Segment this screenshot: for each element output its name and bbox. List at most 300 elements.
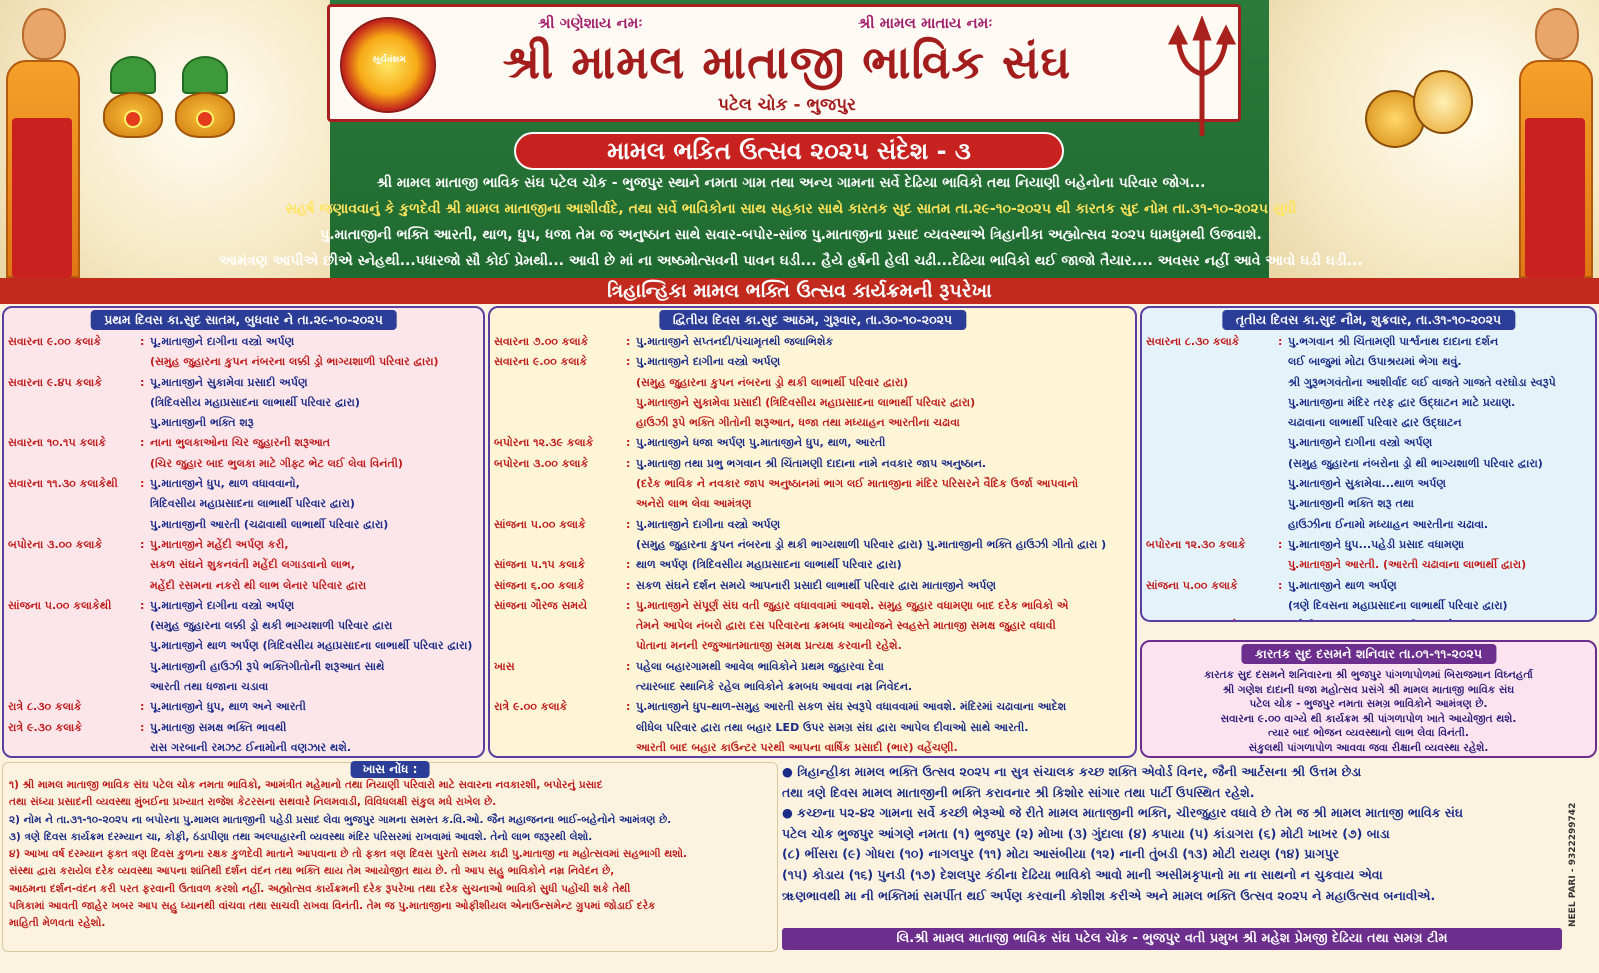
- schedule-time: [8, 454, 140, 474]
- schedule-detail: [1288, 616, 1505, 622]
- schedule-detail: સકળ સંઘને દર્શન સમયે આપનારી પ્રસાદી લાભાર્થી પરિવાર દ્વારા માતાજીને અર્પણ: [636, 578, 996, 592]
- note-line: [9, 863, 773, 880]
- day4-title: કારતક સુદ દસમને શનિવાર તા.૦૧-૧૧-૨૦૨૫: [1241, 644, 1496, 664]
- announcement-line: [782, 824, 1582, 845]
- announcement-line: [782, 865, 1582, 886]
- schedule-colon: :: [140, 477, 145, 491]
- intro-line: પુ.માતાજીની ભક્તિ આરતી, થાળ, ધુપ, ધજા તેમ જ અનુષ્ઠાન સાથે સવાર-બપોર-સાંજ પુ.માતાજીના પ્રસાદ વ્યવસ્થાએ ત્રિહાનીકા અહ્મોત્સવ ૨૦૨૫ ધામધુમથી ઉજવાશે.: [320, 227, 1262, 243]
- schedule-time: [8, 576, 140, 596]
- schedule-time: [494, 535, 626, 555]
- schedule-row: [8, 433, 479, 453]
- schedule-time: સાંજના ૫.૧૫ કલાકે: [494, 558, 586, 572]
- schedule-time: [8, 515, 140, 535]
- schedule-detail: પુ.ભગવાન શ્રી ચિંતામણી પાર્શ્વનાથ દાદાના દર્શન: [1288, 335, 1499, 348]
- announcement-line: [782, 762, 1582, 783]
- day3-schedule: [1146, 332, 1591, 622]
- schedule-detail: (સમુહ જુહારના નંબરોના ડ્રો થી ભાગ્યશાળી પરિવાર દ્વારા): [1288, 456, 1543, 470]
- schedule-colon: [1278, 555, 1288, 575]
- schedule-row: [494, 474, 1131, 494]
- schedule-detail: હાઉઝીના ઈનામો મધ્યાહન આરતીના ચઢાવા.: [1288, 517, 1489, 531]
- schedule-row: [1146, 454, 1591, 474]
- schedule-time: બપોરના ૧૨.૩૦ કલાકે: [1146, 537, 1246, 551]
- schedule-time: સાંજના ૬.૦૦ કલાકે: [494, 578, 585, 592]
- schedule-time: [1146, 555, 1278, 575]
- schedule-row: [8, 352, 479, 372]
- schedule-colon: :: [140, 375, 145, 389]
- day4-line: પટેલ ચોક - ભુજપુર નમતા સમગ્ર ભાવિકોને આમંત્રણ છે.: [1249, 698, 1488, 711]
- schedule-colon: [140, 576, 150, 596]
- note-line: [9, 846, 773, 863]
- schedule-row: [494, 636, 1131, 656]
- schedule-detail: પુ.માતાજીની આરતી (ચઢાવાથી લાભાર્થી પરિવાર દ્વારા): [150, 517, 389, 531]
- announcement-text: પટેલ ચોક ભુજપુર આંગણે નમતા (૧) ભુજપુર (૨) મોખા (૩) ગુંદાલા (૪) કપાયા (૫) કાંડાગરા (૬) મોટી ખાખર (૭) બાડા: [782, 825, 1390, 841]
- logo-text: સૂર્યવંશમ: [372, 55, 406, 65]
- schedule-row: [8, 474, 479, 494]
- schedule-time: [494, 393, 626, 413]
- schedule-detail: પુ.માતાજીને ધુપ...પહેડી પ્રસાદ વધામણા: [1288, 537, 1465, 551]
- schedule-row: [8, 494, 479, 514]
- schedule-colon: [140, 738, 150, 758]
- schedule-row: [1146, 555, 1591, 575]
- schedule-colon: :: [626, 578, 631, 592]
- schedule-time: સાંજના ૫.૦૦ કલાકેથી: [8, 598, 112, 612]
- schedule-detail: પુ.માતાજી સમક્ષ ભક્તિ ભાવથી: [150, 720, 287, 734]
- announcement-line: [782, 783, 1582, 804]
- schedule-detail: પૂ.માતાજીને દાગીના વસ્ત્રો અર્પણ: [150, 335, 295, 348]
- note-line: [9, 898, 773, 915]
- schedule-time: [1146, 454, 1278, 474]
- schedule-time: [494, 494, 626, 514]
- schedule-time: રાત્રે ૯.૦૦ કલાકે: [494, 700, 568, 714]
- schedule-row: [1146, 433, 1591, 453]
- schedule-time: [494, 616, 626, 636]
- schedule-detail: નાના ભુલકાઓના ચિર જુહારની શરૂઆત: [150, 436, 331, 450]
- schedule-colon: :: [140, 537, 145, 551]
- schedule-detail: પુ.માતાજીને ધુપ, થાળ વધાવવાનો,: [150, 477, 300, 491]
- schedule-colon: [140, 616, 150, 636]
- schedule-detail: પુ.માતાજીને થાળ અર્પણ: [1288, 578, 1397, 592]
- special-notes: [2, 762, 778, 952]
- schedule-row: [494, 718, 1131, 738]
- drum-icon: [1365, 60, 1475, 160]
- intro-text: [90, 170, 1492, 274]
- schedule-colon: :: [626, 659, 631, 673]
- schedule-colon: [1278, 616, 1288, 622]
- intro-line: સહર્ષ જણાવવાનું કે કુળદેવી શ્રી મામલ માતાજીના આશીર્વાદે, તથા સર્વે ભાવિકોના સાથ સહકાર સાથે કારતક સુદ સાતમ તા.૨૯-૧૦-૨૦૨૫ થી કારતક સુદ નોમ તા.૩૧-૧૦-૨૦૨૫ સુધી: [285, 201, 1297, 217]
- schedule-time: [8, 738, 140, 758]
- schedule-row: [8, 596, 479, 616]
- schedule-colon: :: [140, 598, 145, 612]
- schedule-row: [8, 515, 479, 535]
- note-text: ૩) ત્રણે દિવસ કાર્યક્રમ દરમ્યાન ચા, કોફી, ઠંડાપીણા તથા અલ્પાહારની વ્યવસ્થા મંદિર પરિસરમાં રાખવામાં આવશે. તેનો લાભ જરૂરથી લેશો.: [9, 830, 593, 843]
- schedule-detail: હાઉઝી રૂપે ભક્તિ ગીતોની શરૂઆત, ધજા તથા મધ્યાહન આરતીના ચઢાવા: [636, 416, 960, 430]
- schedule-time: [1146, 352, 1278, 372]
- schedule-detail: પુ.માતાજીને સપ્તનદી/પંચામૃતથી જલાભિશેક: [636, 335, 834, 348]
- schedule-detail: પુ.માતાજીને દાગીના વસ્ત્રો અર્પણ: [636, 355, 781, 369]
- schedule-row: [8, 657, 479, 677]
- schedule-row: [8, 576, 479, 596]
- schedule-colon: [1278, 413, 1288, 433]
- schedule-detail: ચઢાવાના લાભાર્થી પરિવાર દ્વાર ઉદ્ઘાટન: [1288, 416, 1462, 430]
- schedule-row: [494, 352, 1131, 372]
- schedule-time: [494, 636, 626, 656]
- schedule-colon: [140, 393, 150, 413]
- schedule-detail: આરતી તથા ધજાના ચડાવા: [150, 680, 269, 694]
- schedule-detail: પૂ.માતાજીને ધુપ, થાળ અને આરતી: [150, 700, 306, 714]
- schedule-time: સાંજના ગૌરજ સમયે: [494, 598, 588, 612]
- schedule-detail: (સમુહ જુહારના કુપન નંબરના ડ્રો થકી લાભાર્થી પરિવાર દ્વારા): [636, 375, 909, 389]
- schedule-colon: :: [626, 436, 631, 450]
- designer-credit: NEEL PARI - 9322299742: [1568, 802, 1578, 928]
- schedule-detail: પુ.માતાજીને સુકામેવા પ્રસાદી (ત્રિદિવસીય મહાપ્રસાદના લાભાર્થી પરિવાર દ્વારા): [636, 395, 976, 409]
- schedule-row: [494, 677, 1131, 697]
- schedule-time: [1146, 474, 1278, 494]
- schedule-colon: [1278, 352, 1288, 372]
- schedule-colon: [626, 535, 636, 555]
- day3-panel: [1140, 306, 1597, 622]
- schedule-row: [8, 697, 479, 717]
- schedule-row: [8, 555, 479, 575]
- schedule-time: સવારના ૭.૦૦ કલાકે: [494, 335, 589, 348]
- schedule-time: [8, 657, 140, 677]
- schedule-row: [494, 738, 1131, 758]
- sandesh-banner: મામલ ભકિત ઉત્સવ ૨૦૨૫ સંદેશ - ૩: [514, 132, 1064, 170]
- schedule-colon: [1278, 596, 1288, 616]
- schedule-detail: પુ.માતાજીને દાગીના વસ્ત્રો અર્પણ: [150, 598, 295, 612]
- schedule-colon: [140, 657, 150, 677]
- schedule-detail: પુ.માતાજી તથા પ્રભુ ભગવાન શ્રી ચિંતામણી દાદાના નામે નવકાર જાપ અનુષ્ઠાન.: [636, 456, 987, 470]
- schedule-time: બપોરના ૩.૦૦ કલાકે: [494, 456, 589, 470]
- schedule-colon: :: [626, 598, 631, 612]
- schedule-row: [494, 616, 1131, 636]
- day3-title: તૃતીય દિવસ કા.સુદ નૌમ, શુક્રવાર, તા.૩૧-૧૦-૨૦૨૫: [1222, 310, 1515, 330]
- schedule-time: [1146, 413, 1278, 433]
- note-line: [9, 777, 773, 794]
- page-subtitle: પટેલ ચોક - ભુજપુર: [718, 95, 856, 115]
- day4-text: [1146, 668, 1591, 756]
- note-text: ૨) નોમ ને તા.૩૧-૧૦-૨૦૨૫ ના બપોરના પુ.મામલ માતાજીની પહેડી પ્રસાદ લેવા ભુજપુર ગામના સમસ્ત ક.વિ.ઓ. જૈન મહાજનના ભાઈ-બહેનોને આમંત્રણ છે.: [9, 813, 672, 826]
- footer-signature: લિ.શ્રી મામલ માતાજી ભાવિક સંઘ પટેલ ચોક - ભુજપુર વતી પ્રમુખ શ્રી મહેશ પ્રેમજી દેઢિયા તથા સમગ્ર ટીમ: [782, 928, 1562, 950]
- note-line: [9, 881, 773, 898]
- schedule-detail: પુ.માતાજીની હાઉઝી રૂપે ભક્તિગીતોની શરૂઆત સાથે: [150, 659, 385, 673]
- schedule-detail: પુ.માતાજીને આરતી. (આરતી ચઢાવાના લાભાર્થી દ્વારા): [1288, 558, 1527, 572]
- schedule-colon: [626, 738, 636, 758]
- schedule-time: સવારના ૯.૦૦ કલાકે: [8, 335, 102, 348]
- schedule-colon: [626, 616, 636, 636]
- schedule-row: [8, 718, 479, 738]
- schedule-detail: પુ.માતાજીની ભક્તિ શરૂ: [150, 416, 254, 430]
- invocation-left: શ્રી ગણેશાય નમઃ: [538, 14, 643, 32]
- schedule-row: [1146, 373, 1591, 393]
- day4-line: ત્યાર બાદ ભોજન વ્યવસ્થાનો લાભ લેવા વિનંતી.: [1268, 727, 1469, 740]
- schedule-row: [8, 332, 479, 352]
- schedule-row: [494, 373, 1131, 393]
- announcement-text: ● કચ્છના ૫૨-૪૨ ગામના સર્વે કચ્છી ભેરૂઓ જે રીતે મામલ માતાજીની ભક્તિ, ચીરજુહાર વધાવે છે તેમ જ શ્રી મામલ માતાજી ભાવિક સંઘ: [782, 805, 1464, 821]
- schedule-colon: [626, 393, 636, 413]
- invocation-right: શ્રી મામલ માતાય નમઃ: [858, 14, 993, 32]
- schedule-colon: :: [626, 355, 631, 369]
- schedule-colon: [626, 413, 636, 433]
- schedule-colon: [1278, 433, 1288, 453]
- special-notes-list: [9, 777, 773, 933]
- schedule-row: [494, 393, 1131, 413]
- schedule-detail: પહેલા બહારગામથી આવેલ ભાવિકોને પ્રથમ જુહારવા દેવા: [636, 659, 884, 673]
- schedule-colon: [140, 555, 150, 575]
- schedule-detail: પુ.માતાજીની ભક્તિ શરૂ તથા: [1288, 497, 1414, 511]
- schedule-detail: લઈ બાજુમાં મોટા ઉપાશ્રયમાં ભેગા થવું.: [1288, 355, 1462, 369]
- schedule-time: રાત્રે ૯.૩૦ કલાકે: [8, 720, 82, 734]
- schedule-detail: (સમુહ જુહારના લક્કી ડ્રો થકી ભાગ્યશાળી પરિવાર દ્વારા: [150, 619, 393, 633]
- schedule-row: [1146, 515, 1591, 535]
- schedule-colon: [140, 636, 150, 656]
- intro-line: શ્રી મામલ માતાજી ભાવિક સંઘ પટેલ ચોક - ભુજપુર સ્થાને નમતા ગામ તથા અન્ય ગામના સર્વે દેઢિયા ભાવિકો તથા નિયાણી બહેનોના પરિવાર જોગ...: [376, 175, 1206, 191]
- schedule-row: [1146, 352, 1591, 372]
- schedule-time: રાત્રે ૮.૩૦ કલાકે: [8, 700, 82, 714]
- day4-line: કારતક સુદ દસમને શનિવારના શ્રી ભુજપુર પાંગળાપોળમાં બિરાજમાન વિઘ્નહર્તા: [1204, 669, 1533, 681]
- schedule-colon: :: [1278, 578, 1283, 592]
- schedule-row: [494, 515, 1131, 535]
- schedule-colon: [1278, 515, 1288, 535]
- schedule-row: [494, 454, 1131, 474]
- schedule-row: [494, 494, 1131, 514]
- schedule-time: [8, 555, 140, 575]
- note-text: માહિતી મેળવતા રહેશો.: [9, 917, 106, 930]
- schedule-row: [8, 393, 479, 413]
- schedule-detail: પુ.માતાજીને ધજા અર્પણ પુ.માતાજીને ધુપ, થાળ, આરતી: [636, 436, 886, 450]
- schedule-detail: (સમુહ જુહારના કુપન નંબરના ડ્રો થકી ભાગ્યશાળી પરિવાર દ્વારા) પુ.માતાજીની ભક્તિ હાઉઝી ગીતો દ્વારા ): [636, 537, 1107, 551]
- schedule-colon: :: [626, 456, 631, 470]
- schedule-time: [1146, 433, 1278, 453]
- schedule-time: [494, 474, 626, 494]
- schedule-colon: :: [626, 517, 631, 531]
- schedule-time: [8, 616, 140, 636]
- day2-panel: [488, 306, 1137, 758]
- schedule-colon: [1278, 474, 1288, 494]
- schedule-row: [494, 433, 1131, 453]
- schedule-detail: પોતાના મનની રજુઆતમાતાજી સમક્ષ પ્રત્યક્ષ કરવાની રહેશે.: [636, 639, 902, 653]
- day4-line: શ્રી ગણેશ દાદાની ધજા મહોત્સવ પ્રસંગે શ્રી મામલ માતાજી ભાવિક સંઘ: [1222, 683, 1515, 696]
- trishul-icon: [1168, 16, 1236, 136]
- schedule-row: [1146, 393, 1591, 413]
- kalash-icon: [100, 56, 166, 138]
- schedule-time: સવારના ૧૧.૩૦ કલાકેથી: [8, 477, 118, 491]
- schedule-colon: :: [626, 558, 631, 572]
- announcement-text: (૮) ભીંસરા (૯) ગોધરા (૧૦) નાગલપુર (૧૧) મોટા આસંબીયા (૧૨) નાની તુંબડી (૧૩) મોટી રાયણ (૧૪) પ્રાગપુર: [782, 846, 1340, 862]
- schedule-row: [494, 596, 1131, 616]
- page-title: શ્રી મામલ માતાજી ભાવિક સંઘ: [502, 35, 1072, 89]
- schedule-colon: [140, 454, 150, 474]
- schedule-row: [1146, 474, 1591, 494]
- schedule-time: [494, 718, 626, 738]
- announcement-text: (૧૫) કોડાય (૧૬) પુનડી (૧૭) દેશલપુર કંઠીના દેઢિયા ભાવિકો આવો માની અસીમકૃપાનો મા ના સાથનો ન ચુકવાય એવા: [782, 866, 1383, 882]
- schedule-time: [8, 636, 140, 656]
- schedule-colon: :: [140, 335, 145, 348]
- schedule-detail: પૂ.માતાજીને સુકામેવા પ્રસાદી અર્પણ: [150, 375, 308, 389]
- schedule-time: [8, 352, 140, 372]
- announcement-line: [782, 886, 1582, 907]
- schedule-detail: પુ.માતાજીને ધુપ-થાળ-સમુહ આરતી સકળ સંઘ સ્વરૂપે વધાવવામાં આવશે. મંદિરમાં ચઢાવાના આદેશ: [636, 700, 1067, 714]
- schedule-row: [494, 332, 1131, 352]
- note-line: [9, 915, 773, 932]
- note-text: સંસ્થા દ્વારા કરાયેલ દરેક વ્યવસ્થા આપના શાંતિથી દર્શન વંદન તથા ભક્તિ થાય તેમ આયોજીત થાય છે. તો આપ સહુ ભાવિકોને નમ્ર નિવેદન છે,: [9, 865, 615, 878]
- schedule-row: [8, 738, 479, 758]
- schedule-row: [8, 677, 479, 697]
- header-band: [0, 0, 1599, 278]
- day1-panel: [2, 306, 485, 758]
- schedule-row: [8, 454, 479, 474]
- schedule-row: [1146, 535, 1591, 555]
- schedule-row: [494, 657, 1131, 677]
- schedule-row: [1146, 494, 1591, 514]
- schedule-detail: (દરેક ભાવિક ને નવકાર જાપ અનુષ્ઠાનમાં ભાગ લઈ માતાજીના મંદિર પરિસરને વૈદિક ઉર્જા આપવાનો: [636, 477, 1079, 491]
- note-text: પત્રિકામાં આવતી જાહેર ખબર આપ સહુ ધ્યાનથી વાંચવા તથા સાચવી રાખવા વિનંતી. તેમ જ પુ.માતાજીના ઓફીશીયલ એનાઉન્સમેન્ટ ગ્રુપમાં જોડાઈ દરેક: [9, 900, 656, 913]
- schedule-colon: :: [626, 700, 631, 714]
- note-text: ૪) આખા વર્ષ દરમ્યાન ફક્ત ત્રણ દિવસ કુળના રક્ષક કુળદેવી માતાને આપવાના છે તો ફક્ત ત્રણ દિવસ પુરતો સમય કાઢી પુ.માતાજી ના મહોત્સવમાં સહભાગી થશો.: [9, 848, 687, 861]
- schedule-time: [1146, 373, 1278, 393]
- schedule-colon: :: [1278, 537, 1283, 551]
- special-notes-title: ખાસ નોંધ :: [351, 761, 430, 778]
- schedule-time: [8, 393, 140, 413]
- schedule-time: [8, 494, 140, 514]
- announcement-notes: [782, 762, 1582, 928]
- day2-schedule: [494, 332, 1131, 758]
- schedule-row: [494, 413, 1131, 433]
- note-text: ૧) શ્રી મામલ માતાજી ભાવિક સંઘ પટેલ ચોક નમતા ભાવિકો, આમંત્રીત મહેમાનો તથા નિયાણી પરિવારો માટે સવારના નવકારશી, બપોરનું પ્રસાદ: [9, 779, 603, 791]
- schedule-time: બપોરના ૧૨.૩૯ કલાકે: [494, 436, 594, 450]
- schedule-time: [494, 677, 626, 697]
- schedule-detail: પુ.માતાજીને થાળ અર્પણ (ત્રિદિવસીય મહાપ્રસાદના લાભાર્થી પરિવાર દ્વારા): [150, 639, 473, 653]
- schedule-time: [1146, 393, 1278, 413]
- schedule-detail: (ત્રણે દિવસના મહાપ્રસાદના લાભાર્થી પરિવાર દ્વારા): [1288, 598, 1508, 612]
- schedule-detail: પુ.માતાજીને દાગીના વસ્ત્રો અર્પણ: [1288, 436, 1433, 450]
- schedule-colon: [1278, 393, 1288, 413]
- schedule-time: [1146, 596, 1278, 616]
- day4-line: સંકુલથી પાંગળાપોળ આવવા જવા રીક્ષાની વ્યવસ્થા રહેશે.: [1248, 741, 1489, 754]
- schedule-colon: [140, 413, 150, 433]
- announcement-line: [782, 844, 1582, 865]
- schedule-colon: [140, 494, 150, 514]
- schedule-row: [494, 576, 1131, 596]
- schedule-time: સાંજના ૫.૦૦ કલાકે: [1146, 578, 1238, 592]
- schedule-detail: ત્રિદિવસીય મહાપ્રસાદના લાભાર્થી પરિવાર દ્વારા): [150, 497, 355, 511]
- schedule-colon: [140, 677, 150, 697]
- announcement-text: તથા ત્રણે દિવસ મામલ માતાજીની ભક્તિ કરાવનાર શ્રી કિશોર સાંગાર તથા પાર્ટી ઉપસ્થિત રહેશે.: [782, 784, 1255, 800]
- schedule-detail: મહેંદી રસમના નકરો થી લાભ લેનાર પરિવાર દ્વારા: [150, 578, 367, 592]
- schedule-colon: :: [140, 700, 145, 714]
- schedule-colon: [140, 515, 150, 535]
- schedule-row: [8, 535, 479, 555]
- schedule-row: [1146, 596, 1591, 616]
- schedule-colon: [1278, 494, 1288, 514]
- schedule-row: [8, 636, 479, 656]
- schedule-colon: :: [626, 335, 631, 348]
- schedule-colon: [1278, 373, 1288, 393]
- schedule-colon: [626, 718, 636, 738]
- schedule-detail: પુ.માતાજીને દાગીના વસ્ત્રો અર્પણ: [636, 517, 781, 531]
- day1-schedule: [8, 332, 479, 758]
- schedule-time: [1146, 494, 1278, 514]
- schedule-row: [1146, 413, 1591, 433]
- schedule-time: સવારના ૯.૦૦ કલાકે: [494, 355, 588, 369]
- schedule-detail: પુ.માતાજીને સુકામેવા...થાળ અર્પણ: [1288, 477, 1446, 491]
- schedule-row: [1146, 332, 1591, 352]
- schedule-time: [8, 413, 140, 433]
- schedule-colon: [626, 494, 636, 514]
- note-text: તથા સંધ્યા પ્રસાદની વ્યવસ્થા મુંબઈના પ્રખ્યાત રાજેશ કેટરસના સથવારે નિલમવાડી, વિવિધલક્ષી સંકુલ મધે રાખેલ છે.: [9, 796, 497, 809]
- schedule-detail: તેમને આપેલ નંબરો દ્વારા દસ પરિવારના ક્રમબધ આયોજને સ્વહસ્તે માતાજી સમક્ષ જુહાર વધાવી: [636, 619, 1056, 633]
- schedule-detail: પુ.માતાજીને સંપૂર્ણ સંઘ વતી જુહાર વધાવવામાં આવશે. સમુહ જુહાર વધામણા બાદ દરેક ભાવિકો એ: [636, 598, 1069, 612]
- schedule-time: [494, 738, 626, 758]
- devotee-figure-right: [1515, 8, 1597, 278]
- schedule-row: [494, 555, 1131, 575]
- schedule-row: [8, 616, 479, 636]
- schedule-colon: :: [140, 436, 145, 450]
- schedule-row: [8, 373, 479, 393]
- devotee-figure-left: [2, 8, 84, 278]
- program-outline-title: ત્રિહાન્હિકા મામલ ભક્તિ ઉત્સવ કાર્યક્રમની રૂપરેખા: [0, 278, 1599, 304]
- schedule-row: [1146, 576, 1591, 596]
- schedule-detail: પુ.માતાજીના મંદિર તરફ દ્વાર ઉદ્ઘાટન માટે પ્રયાણ.: [1288, 395, 1516, 409]
- schedule-colon: [140, 352, 150, 372]
- schedule-colon: [1278, 454, 1288, 474]
- schedule-time: સવારના ૧૦.૧૫ કલાકે: [8, 436, 107, 450]
- announcement-line: [782, 803, 1582, 824]
- intro-line: આમંત્રણ આપીએ છીએ સ્નેહથી...પધારજો સૌ કોઈ પ્રેમથી... આવી છે માં ના અષ્ઠમોત્સવની પાવન ઘડી... હૈયે હર્ષની હેલી ચઢી...દેઢિયા ભાવિકો થઈ જાજો તૈયાર.... અવસર નહીં આવે આવો ઘડી ઘડી...: [219, 253, 1363, 269]
- schedule-colon: [626, 373, 636, 393]
- schedule-detail: આરતી બાદ બહાર કાઉન્ટર પરથી આપના વાર્ષિક પ્રસાદી (ભાર) વહેંચણી.: [636, 740, 958, 754]
- schedule-row: [1146, 616, 1591, 622]
- schedule-detail: સકળ સંઘને શુકનવંતી મહેંદી લગાડવાનો લાભ,: [150, 558, 355, 572]
- schedule-detail: (સમુહ જુહારના કુપન નંબરના લક્કી ડ્રો ભાગ્યશાળી પરિવાર દ્વારા): [150, 355, 439, 369]
- note-line: [9, 829, 773, 846]
- note-text: આઠમના દર્શન-વંદન કરી પરત ફરવાની ઉતાવળ કરશો નહીં. અહ્મોત્સવ કાર્યક્રમની દરેક રૂપરેખા તથા દરેક સુચનાઓ ભાવિકો સુધી પહોંચી શકે તેથી: [9, 882, 631, 895]
- schedule-time: બપોરના ૩.૦૦ કલાકે: [8, 537, 103, 551]
- day4-line: સવારના ૯.૦૦ વાગ્યે થી કાર્યક્રમ શ્રી પાંગળાપોળ ખાતે આયોજીત થશે.: [1220, 712, 1517, 725]
- note-line: [9, 812, 773, 829]
- schedule-colon: :: [1278, 335, 1283, 348]
- schedule-row: [494, 697, 1131, 717]
- note-line: [9, 794, 773, 811]
- schedule-time: ખાસ: [494, 659, 515, 673]
- schedule-colon: [626, 636, 636, 656]
- schedule-detail: રાસ ગરબાની રમઝટ ઈનામોની વણઝાર થશે.: [150, 740, 352, 754]
- schedule-detail: (ત્રિદિવસીય મહાપ્રસાદના લાભાર્થી પરિવાર દ્વારા): [150, 395, 360, 409]
- schedule-time: [1146, 616, 1278, 622]
- schedule-time: [494, 413, 626, 433]
- schedule-row: [494, 535, 1131, 555]
- schedule-detail: લીધેલ પરિવાર દ્વારા તથા બહાર LED ઉપર સમગ્ર સંઘ દ્વારા આપેલ દીવાઓ સાથે આરતી.: [636, 720, 1029, 734]
- schedule-time: સવારના ૮.૩૦ કલાકે: [1146, 335, 1240, 348]
- schedule-time: [494, 373, 626, 393]
- schedule-detail: (ચિર જુહાર બાદ ભુલકા માટે ગીફ્ટ ભેટ લઈ લેવા વિનંતી): [150, 456, 403, 470]
- schedule-detail: પુ.માતાજીને મહેંદી અર્પણ કરી,: [150, 537, 289, 551]
- schedule-time: સાંજના ૫.૦૦ કલાકે: [494, 517, 586, 531]
- schedule-time: [8, 677, 140, 697]
- schedule-row: [8, 413, 479, 433]
- announcement-text: ૠણભાવથી મા ની ભક્તિમાં સમર્પીત થઈ અર્પણ કરવાની કોશીશ કરીએ અને મામલ ભક્તિ ઉત્સવ ૨૦૨૫ ને મહાઉત્સવ બનાવીએ.: [782, 887, 1436, 903]
- announcement-text: ● ત્રિહાન્હીકા મામલ ભક્તિ ઉત્સવ ૨૦૨૫ ના સુત્ર સંચાલક કચ્છ શક્તિ એવોર્ડ વિનર, જૈની આર્ટસના શ્રી ઉત્તમ છેડા: [782, 764, 1362, 779]
- schedule-detail: અનેરો લાભ લેવા આમંત્રણ: [636, 497, 752, 511]
- schedule-time: [1146, 515, 1278, 535]
- title-box: [327, 4, 1241, 122]
- day2-title: દ્વિતીય દિવસ કા.સુદ આઠમ, ગુરૂવાર, તા.૩૦-૧૦-૨૦૨૫: [659, 310, 966, 330]
- schedule-colon: :: [140, 720, 145, 734]
- schedule-colon: [626, 677, 636, 697]
- kalash-icon: [172, 56, 238, 138]
- schedule-colon: [626, 474, 636, 494]
- day1-title: પ્રથમ દિવસ કા.સુદ સાતમ, બુધવાર ને તા.૨૯-૧૦-૨૦૨૫: [90, 310, 397, 330]
- schedule-detail: ત્યારબાદ સ્થાનિકે રહેલ ભાવિકોને ક્રમબધ આવવા નમ્ર નિવેદન.: [636, 680, 913, 694]
